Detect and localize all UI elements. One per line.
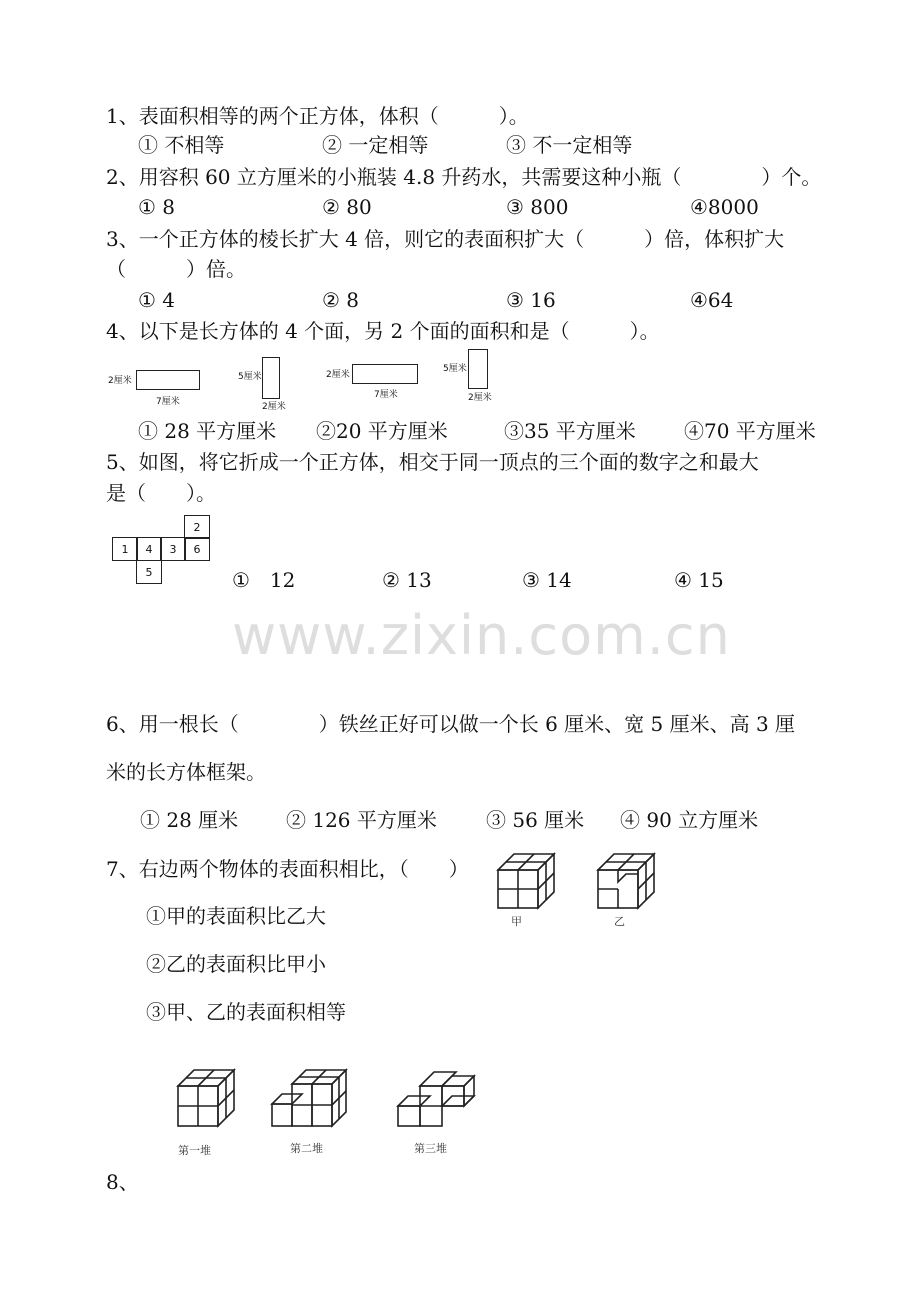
q1-option-3: ③ 不一定相等 xyxy=(506,133,633,157)
face2-side-label: 5厘米 xyxy=(238,372,262,382)
face3-side-label: 2厘米 xyxy=(326,370,350,380)
q2-option-1: ① 8 xyxy=(138,195,176,219)
q2-option-3: ③ 800 xyxy=(506,195,569,219)
q3-option-2: ② 8 xyxy=(322,288,360,312)
net-face: 2 xyxy=(184,515,210,539)
face2-bottom-label: 2厘米 xyxy=(262,402,286,412)
object-jia-label: 甲 xyxy=(511,915,522,928)
net-face: 4 xyxy=(136,537,162,561)
face-rectangle-4 xyxy=(468,349,488,389)
face4-bottom-label: 2厘米 xyxy=(468,393,492,403)
face3-bottom-label: 7厘米 xyxy=(374,390,398,400)
q7-option-3: ③甲、乙的表面积相等 xyxy=(146,1000,346,1024)
q1-option-2: ② 一定相等 xyxy=(322,133,429,157)
q5-option-2: ② 13 xyxy=(382,568,432,592)
q1-option-1: ① 不相等 xyxy=(138,133,225,157)
q6-option-1: ① 28 厘米 xyxy=(140,808,239,832)
stack-3-label: 第三堆 xyxy=(414,1142,447,1155)
stack-1-label: 第一堆 xyxy=(178,1144,211,1157)
net-face: 3 xyxy=(160,537,186,561)
q5-option-1: ① 12 xyxy=(232,568,296,592)
question-3-stem-line1: 3、一个正方体的棱长扩大 4 倍，则它的表面积扩大（ ）倍，体积扩大 xyxy=(106,227,785,251)
q3-option-1: ① 4 xyxy=(138,288,176,312)
question-6-stem-line2: 米的长方体框架。 xyxy=(106,760,266,784)
q5-option-4: ④ 15 xyxy=(674,568,724,592)
q6-option-2: ② 126 平方厘米 xyxy=(286,808,437,832)
question-5-stem-line1: 5、如图，将它折成一个正方体，相交于同一顶点的三个面的数字之和最大 xyxy=(106,450,759,474)
net-face: 1 xyxy=(112,537,138,561)
q3-option-3: ③ 16 xyxy=(506,288,556,312)
object-jia-figure xyxy=(496,852,562,910)
question-3-stem-line2: （ ）倍。 xyxy=(106,257,246,281)
net-face: 5 xyxy=(136,560,162,584)
q4-option-1: ① 28 平方厘米 xyxy=(138,419,277,443)
q4-option-3: ③35 平方厘米 xyxy=(504,419,636,443)
object-yi-label: 乙 xyxy=(614,915,625,928)
q3-option-4: ④64 xyxy=(690,288,734,312)
stack-1-figure xyxy=(176,1068,242,1128)
object-yi-figure xyxy=(596,852,662,910)
q7-option-1: ①甲的表面积比乙大 xyxy=(146,904,326,928)
question-1-stem: 1、表面积相等的两个正方体，体积（ ）。 xyxy=(106,104,529,128)
net-face: 6 xyxy=(184,537,210,561)
face4-side-label: 5厘米 xyxy=(443,364,467,374)
q4-option-2: ②20 平方厘米 xyxy=(316,419,448,443)
q6-option-4: ④ 90 立方厘米 xyxy=(620,808,759,832)
question-5-stem-line2: 是（ ）。 xyxy=(106,481,216,505)
q4-option-4: ④70 平方厘米 xyxy=(684,419,816,443)
face-rectangle-3 xyxy=(352,364,418,384)
face-rectangle-1 xyxy=(136,370,200,390)
face-rectangle-2 xyxy=(262,357,280,399)
question-2-stem: 2、用容积 60 立方厘米的小瓶装 4.8 升药水，共需要这种小瓶（ ）个。 xyxy=(106,165,822,189)
stack-2-label: 第二堆 xyxy=(290,1142,323,1155)
question-4-stem: 4、以下是长方体的 4 个面，另 2 个面的面积和是（ ）。 xyxy=(106,319,660,343)
q5-option-3: ③ 14 xyxy=(522,568,572,592)
q2-option-2: ② 80 xyxy=(322,195,372,219)
face1-bottom-label: 7厘米 xyxy=(156,397,180,407)
stack-3-figure xyxy=(396,1064,488,1128)
q2-option-4: ④8000 xyxy=(690,195,759,219)
question-7-stem: 7、右边两个物体的表面积相比，（ ） xyxy=(106,857,469,881)
q7-option-2: ②乙的表面积比甲小 xyxy=(146,952,326,976)
face1-side-label: 2厘米 xyxy=(108,376,132,386)
stack-2-figure xyxy=(270,1064,360,1128)
watermark: www.zixin.com.cn xyxy=(232,604,731,667)
q6-option-3: ③ 56 厘米 xyxy=(486,808,585,832)
question-6-stem-line1: 6、用一根长（ ）铁丝正好可以做一个长 6 厘米、宽 5 厘米、高 3 厘 xyxy=(106,712,796,736)
question-8-number: 8、 xyxy=(106,1170,139,1194)
